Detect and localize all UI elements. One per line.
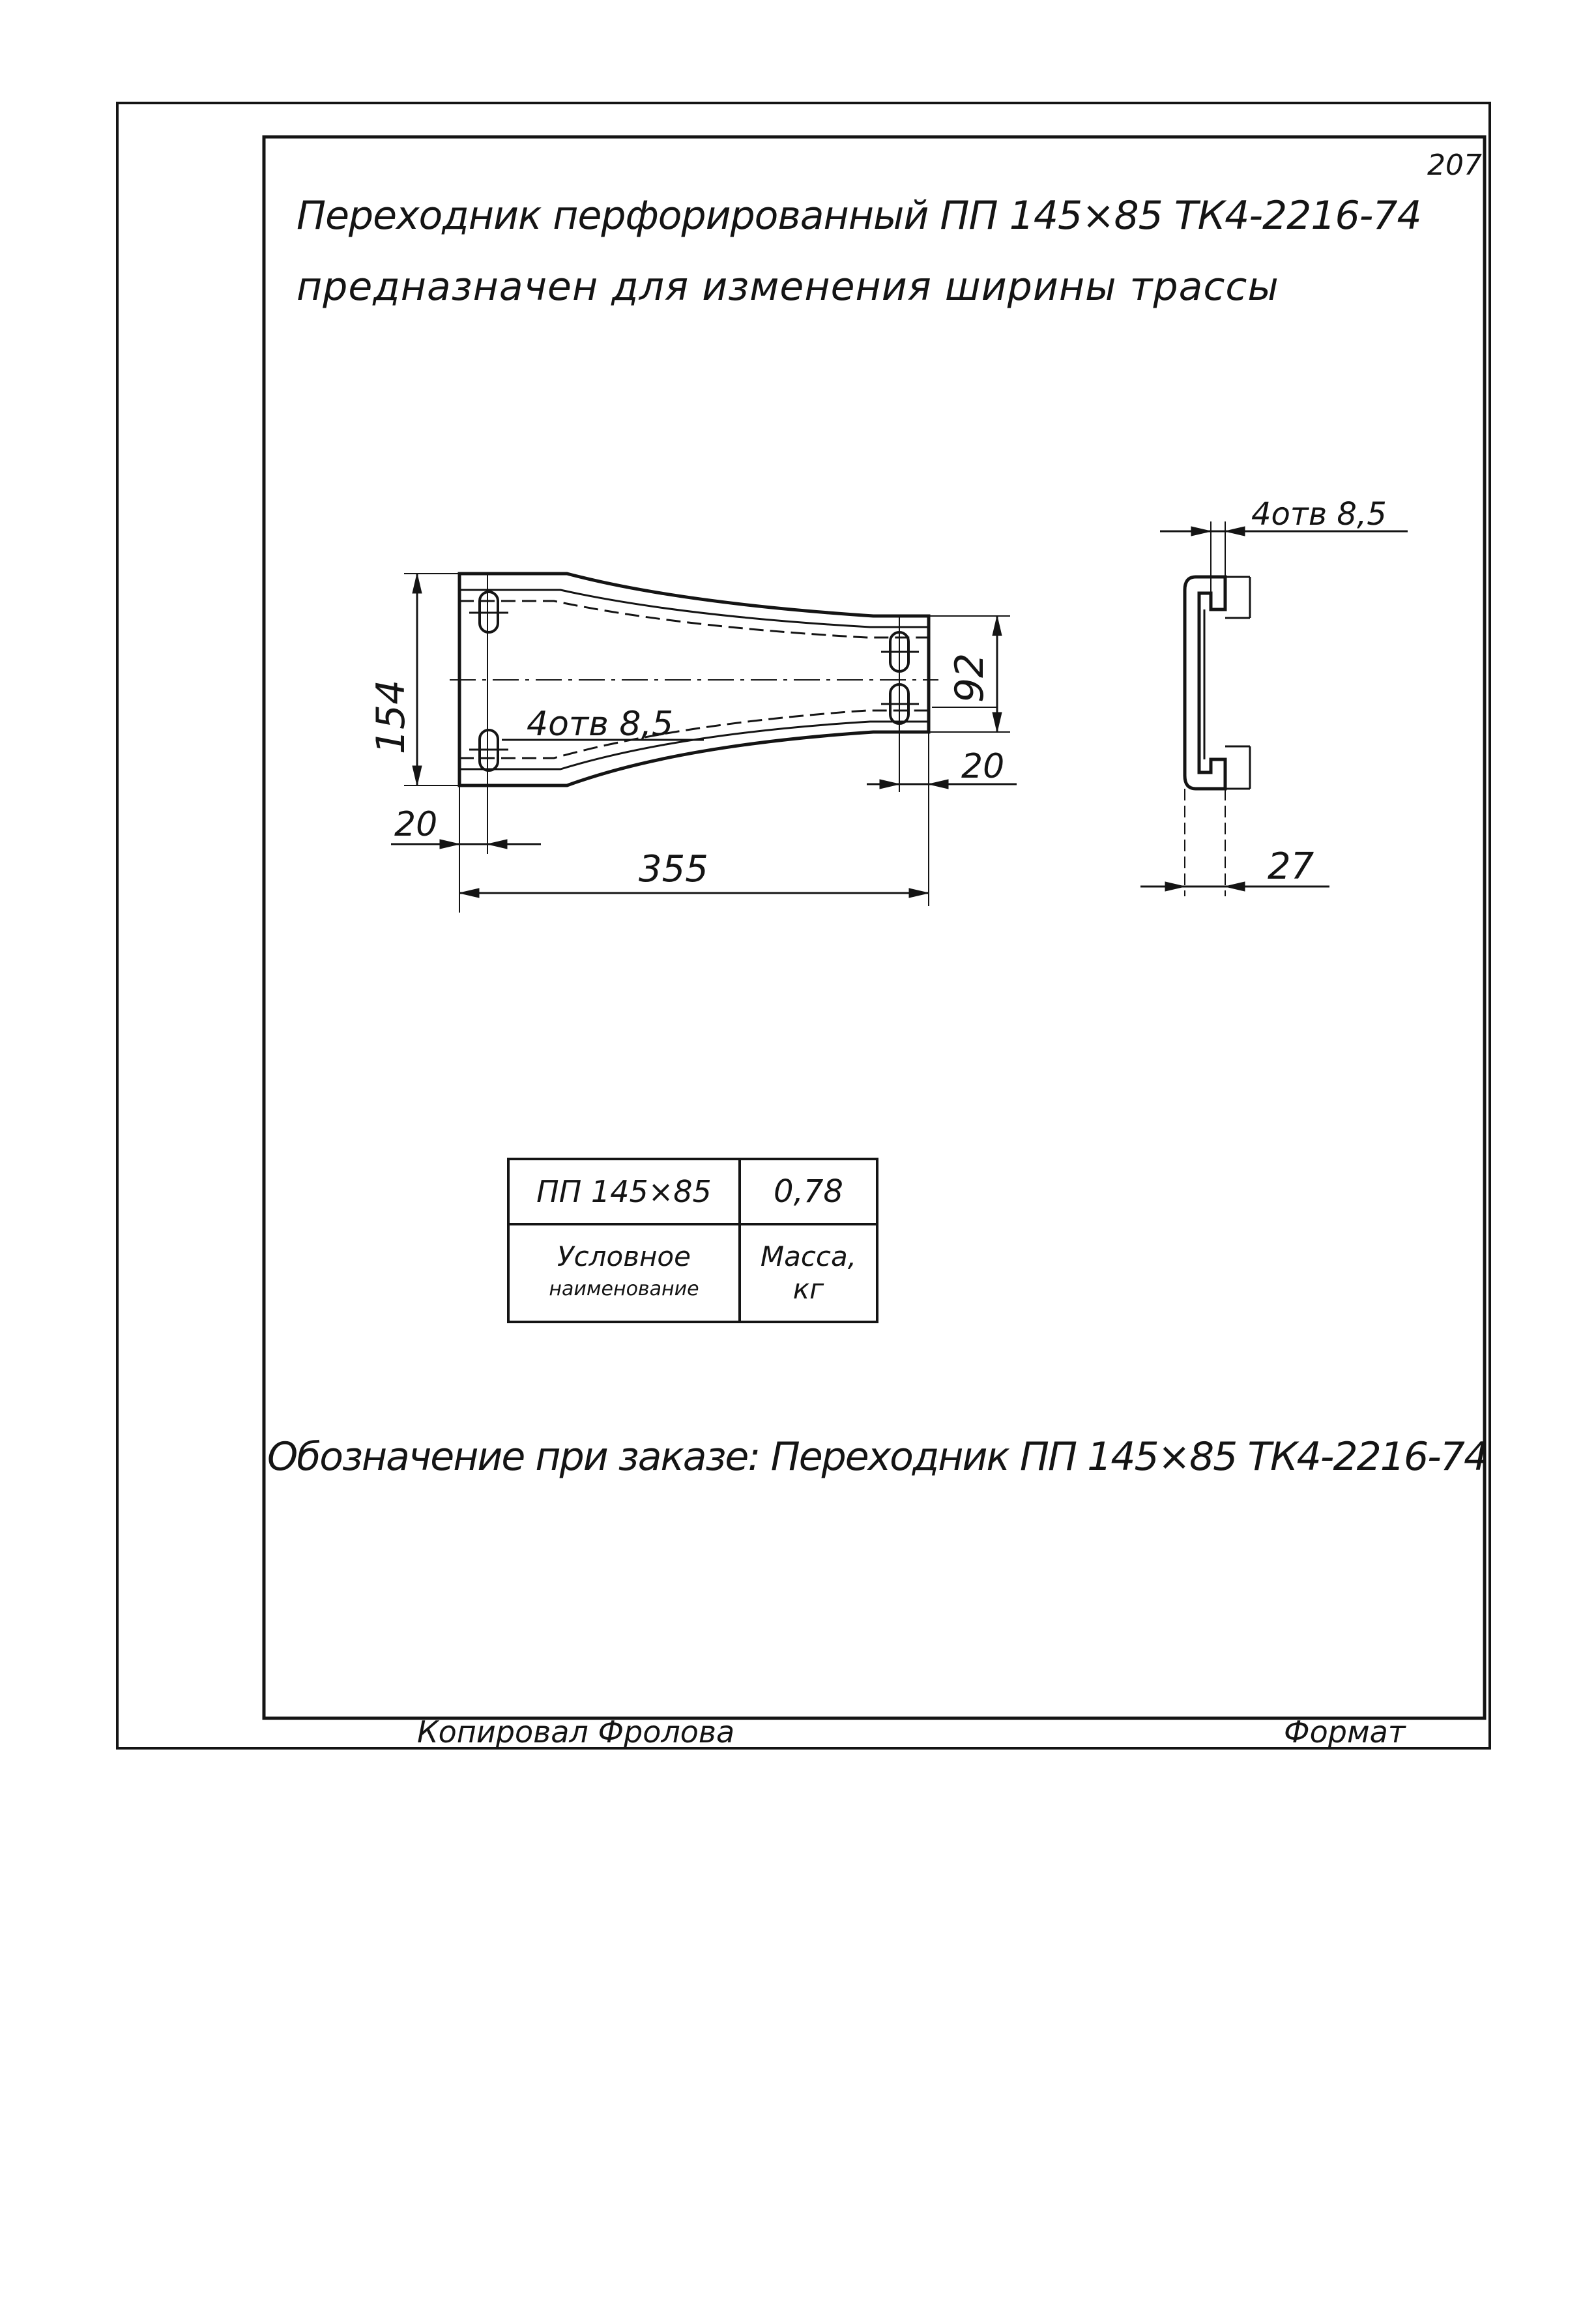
dim-20-right-arrow bbox=[880, 780, 899, 789]
dim-20-left-arrow bbox=[440, 840, 459, 849]
side-width-arrow-left bbox=[1165, 882, 1185, 891]
dim-92-label: 92 bbox=[947, 652, 993, 703]
spec-name-header-line2: наименование bbox=[549, 1278, 699, 1300]
dim-154-label: 154 bbox=[368, 679, 414, 755]
dim-92-arrow-bottom bbox=[993, 712, 1002, 732]
title-line-2: предназначен для изменения ширины трассы bbox=[297, 264, 1279, 310]
front-view-upper-flange-dashed bbox=[459, 601, 929, 638]
dim-20-right-label: 20 bbox=[961, 747, 1005, 786]
footer-copied-by: Копировал Фролова bbox=[417, 1714, 735, 1750]
spec-name-header-line1: Условное bbox=[557, 1240, 691, 1272]
dim-20-right-arrow2 bbox=[929, 780, 948, 789]
side-holes-label: 4отв 8,5 bbox=[1251, 496, 1387, 533]
spec-name-value: ПП 145×85 bbox=[508, 1159, 740, 1224]
inner-frame bbox=[264, 137, 1488, 1718]
spec-table bbox=[507, 1158, 878, 1323]
order-designation: Обозначение при заказе: Переходник ПП 145×85 ТК4-2216-74 bbox=[267, 1434, 1488, 1480]
dim-355-arrow-right bbox=[909, 888, 929, 898]
spec-mass-header-line1: Масса, bbox=[760, 1240, 857, 1272]
side-hole-arrow-right bbox=[1225, 527, 1245, 536]
front-view-upper-flange bbox=[459, 590, 929, 627]
dim-92-arrow-top bbox=[993, 616, 1002, 636]
spec-mass-value: 0,78 bbox=[740, 1159, 877, 1224]
spec-mass-header bbox=[740, 1224, 877, 1322]
side-width-arrow-right bbox=[1225, 882, 1245, 891]
page-number: 207 bbox=[1427, 149, 1482, 182]
outer-border bbox=[117, 103, 1490, 1748]
dim-355-arrow-left bbox=[459, 888, 479, 898]
side-width-label: 27 bbox=[1268, 845, 1314, 888]
dim-154-arrow-top bbox=[413, 574, 422, 593]
dim-154-arrow-bottom bbox=[413, 766, 422, 785]
front-holes-label: 4отв 8,5 bbox=[527, 705, 674, 744]
side-view bbox=[1140, 521, 1408, 896]
dim-20-left-arrow2 bbox=[487, 840, 507, 849]
dim-20-left-label: 20 bbox=[394, 805, 438, 844]
spec-name-header bbox=[508, 1224, 740, 1322]
spec-mass-header-line2: кг bbox=[792, 1273, 824, 1305]
title-line-1: Переходник перфорированный ПП 145×85 ТК4-2216-74 bbox=[297, 193, 1421, 239]
footer-format: Формат bbox=[1284, 1714, 1406, 1750]
side-hole-arrow-left bbox=[1191, 527, 1211, 536]
dim-355-label: 355 bbox=[639, 848, 708, 890]
